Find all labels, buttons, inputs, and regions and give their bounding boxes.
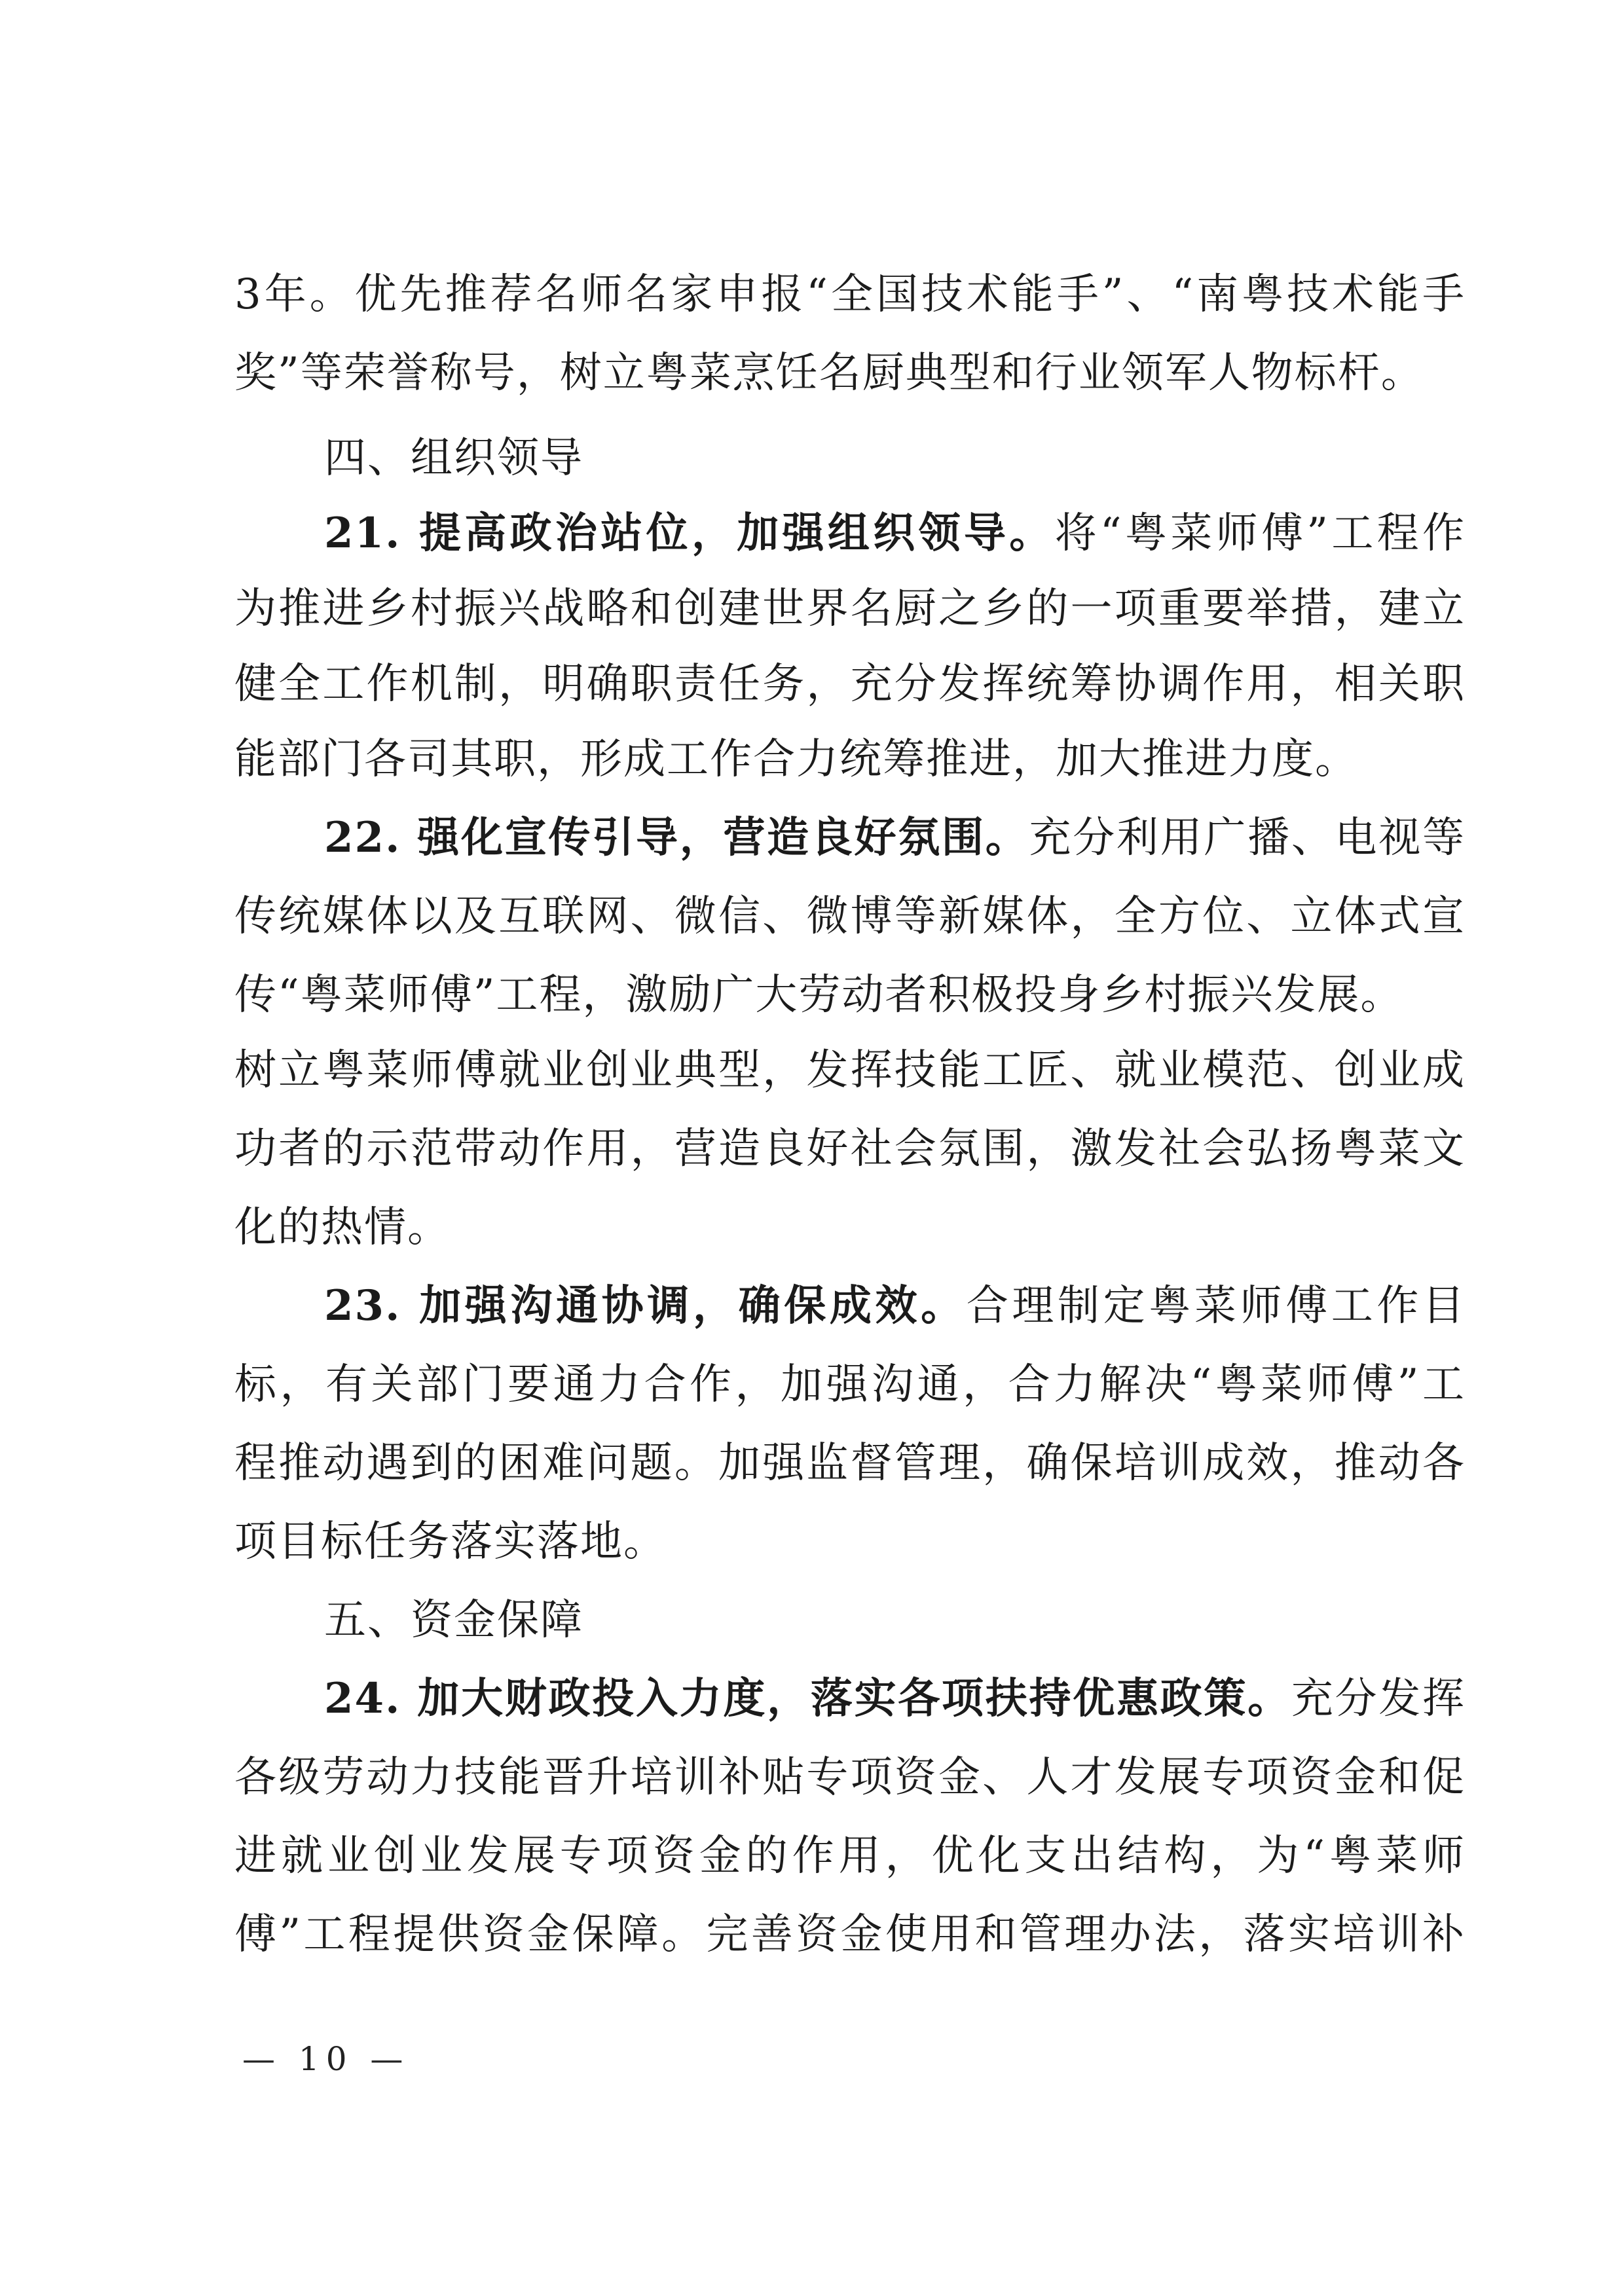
body-line: 传统媒体以及互联网、微信、微博等新媒体，全方位、立体式宣 <box>234 892 1466 941</box>
body-line: 为推进乡村振兴战略和创建世界名厨之乡的一项重要举措，建立 <box>234 585 1466 633</box>
body-line: 健全工作机制，明确职责任务，充分发挥统筹协调作用，相关职 <box>234 660 1466 708</box>
item-24-text: 充分发挥 <box>1291 1675 1466 1723</box>
item-24-title: 24. 加大财政投入力度，落实各项扶持优惠政策。 <box>324 1674 1291 1723</box>
item-21-first-line <box>324 507 1466 560</box>
item-22-text: 充分利用广播、电视等 <box>1029 814 1466 862</box>
item-21-title: 21. 提高政治站位，加强组织领导。 <box>324 509 1055 558</box>
body-line: 项目标任务落实落地。 <box>234 1518 667 1566</box>
section-heading-funding: 五、资金保障 <box>324 1596 583 1645</box>
item-23-first-line <box>324 1280 1466 1332</box>
item-21-text: 将“粤菜师傅”工程作 <box>1054 509 1466 558</box>
body-line: 传“粤菜师傅”工程，激励广大劳动者积极投身乡村振兴发展。 <box>234 971 1404 1019</box>
body-line: 进就业创业发展专项资金的作用，优化支出结构，为“粤菜师 <box>234 1832 1466 1880</box>
item-22-first-line <box>324 812 1466 864</box>
body-line: 3年。优先推荐名师名家申报“全国技术能手”、“南粤技术能手 <box>234 270 1466 319</box>
item-23-text: 合理制定粤菜师傅工作目 <box>966 1282 1466 1330</box>
item-22-title: 22. 强化宣传引导，营造良好氛围。 <box>324 813 1029 862</box>
body-line: 各级劳动力技能晋升培训补贴专项资金、人才发展专项资金和促 <box>234 1753 1466 1802</box>
body-line: 奖”等荣誉称号，树立粤菜烹饪名厨典型和行业领军人物标杆。 <box>234 349 1424 397</box>
body-line: 程推动遇到的困难问题。加强监督管理，确保培训成效，推动各 <box>234 1439 1466 1487</box>
page-number: — 10 — <box>242 2040 410 2078</box>
body-line: 化的热情。 <box>234 1203 451 1252</box>
body-line: 树立粤菜师傅就业创业典型，发挥技能工匠、就业模范、创业成 <box>234 1046 1466 1095</box>
body-line: 傅”工程提供资金保障。完善资金使用和管理办法，落实培训补 <box>234 1910 1466 1959</box>
body-line: 功者的示范带动作用，营造良好社会氛围，激发社会弘扬粤菜文 <box>234 1125 1466 1173</box>
item-24-first-line <box>324 1673 1466 1725</box>
body-line: 能部门各司其职，形成工作合力统筹推进，加大推进力度。 <box>234 735 1358 784</box>
section-heading-organization: 四、组织领导 <box>324 434 583 483</box>
body-line: 标，有关部门要通力合作，加强沟通，合力解决“粤菜师傅”工 <box>234 1360 1466 1409</box>
item-23-title: 23. 加强沟通协调，确保成效。 <box>324 1281 967 1330</box>
